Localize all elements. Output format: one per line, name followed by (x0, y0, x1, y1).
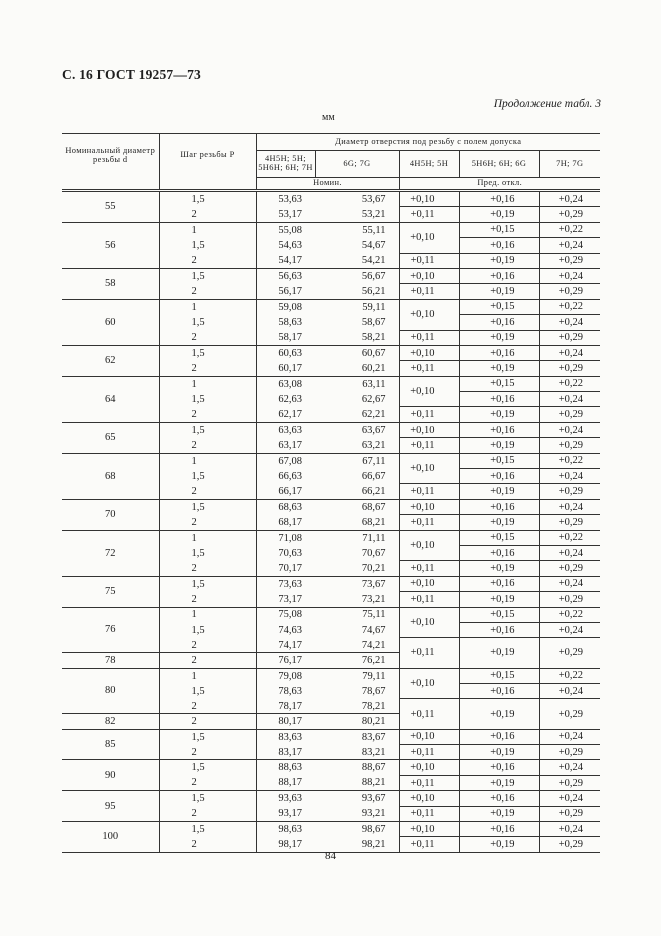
diameter-cell: 65 (62, 422, 159, 453)
nominal-cell: 73,63 (256, 576, 315, 591)
deviation-cell: +0,24 (539, 315, 600, 330)
pitch-cell: 1,5 (159, 545, 256, 560)
deviation-cell: +0,29 (539, 638, 600, 668)
deviation-cell: +0,29 (539, 361, 600, 376)
pitch-cell: 2 (159, 592, 256, 607)
pitch-cell: 2 (159, 837, 256, 852)
deviation-cell: +0,10 (399, 299, 459, 330)
deviation-cell: +0,29 (539, 407, 600, 422)
deviation-cell: +0,10 (399, 268, 459, 283)
nominal-cell: 62,63 (278, 393, 302, 405)
deviation-cell: +0,10 (399, 530, 459, 561)
deviation-cell: +0,29 (539, 253, 600, 268)
table-row (62, 668, 600, 683)
pitch-cell: 2 (159, 745, 256, 760)
nominal-g-cell: 54,21 (361, 255, 386, 266)
pitch-cell: 1 (159, 222, 256, 237)
deviation-cell: +0,24 (539, 622, 600, 637)
deviation-cell: +0,10 (399, 499, 459, 514)
nominal-g-cell: 66,21 (361, 485, 386, 497)
deviation-cell: +0,19 (459, 806, 539, 821)
nominal-cell: 66,17 (278, 485, 302, 497)
nominal-g-cell: 67,11 (315, 453, 399, 468)
deviation-cell: +0,29 (539, 484, 600, 499)
deviation-cell: +0,10 (399, 376, 459, 407)
deviation-cell: +0,24 (539, 684, 600, 699)
pitch-cell: 1,5 (159, 791, 256, 806)
nominal-cell: 78,63 (278, 685, 302, 697)
deviation-cell: +0,24 (539, 345, 600, 360)
nominal-cell: 68,17 (278, 516, 302, 528)
deviation-cell: +0,19 (459, 361, 539, 376)
table-row (62, 345, 600, 360)
pitch-cell: 2 (159, 653, 256, 668)
pitch-cell: 1,5 (159, 392, 256, 407)
nominal-g-cell: 88,21 (361, 777, 386, 789)
deviation-cell: +0,11 (399, 207, 459, 222)
pitch-cell: 2 (159, 438, 256, 453)
deviation-cell: +0,22 (539, 376, 600, 391)
table-row (62, 453, 600, 468)
nominal-cell: 70,17 (278, 562, 302, 574)
nominal-g-cell: 83,67 (315, 729, 399, 744)
deviation-cell: +0,11 (399, 361, 459, 376)
deviation-cell: +0,24 (539, 822, 600, 837)
nominal-cell: 98,63 (256, 822, 315, 837)
pitch-cell: 1,5 (159, 422, 256, 437)
table-row (62, 576, 600, 591)
pitch-cell: 1,5 (159, 684, 256, 699)
pitch-cell: 2 (159, 714, 256, 729)
deviation-cell: +0,11 (399, 699, 459, 729)
deviation-cell: +0,11 (399, 330, 459, 345)
nominal-g-cell: 98,21 (315, 837, 399, 852)
deviation-cell: +0,19 (459, 284, 539, 299)
nominal-g-cell: 70,21 (361, 562, 386, 574)
deviation-cell: +0,22 (539, 530, 600, 545)
pitch-cell: 2 (159, 806, 256, 821)
deviation-cell: +0,11 (399, 775, 459, 790)
deviation-cell: +0,22 (539, 222, 600, 237)
diameter-cell: 58 (62, 268, 159, 299)
pitch-cell: 2 (159, 484, 256, 499)
nominal-g-cell: 63,21 (361, 439, 386, 451)
deviation-cell: +0,16 (459, 684, 539, 699)
nominal-cell: 80,17 (256, 714, 315, 729)
table-row (62, 376, 600, 391)
deviation-cell: +0,11 (399, 837, 459, 852)
pitch-cell: 1,5 (159, 576, 256, 591)
nominal-cell: 93,17 (278, 808, 302, 820)
header-sub-col-4: 5H6H; 6H; 6G (459, 151, 539, 178)
nominal-cell: 63,08 (256, 376, 315, 391)
deviation-cell: +0,10 (399, 607, 459, 638)
deviation-cell: +0,16 (459, 392, 539, 407)
deviation-cell: +0,10 (399, 791, 459, 806)
nominal-g-cell: 68,21 (361, 516, 386, 528)
deviation-cell: +0,19 (459, 515, 539, 530)
nominal-cell: 74,17 (278, 639, 302, 651)
nominal-cell: 60,17 (278, 362, 302, 374)
deviation-cell: +0,11 (399, 561, 459, 576)
table-row (62, 222, 600, 237)
deviation-cell: +0,10 (399, 222, 459, 253)
pitch-cell: 1 (159, 607, 256, 622)
nominal-g-cell: 78,21 (361, 700, 386, 712)
nominal-g-cell: 83,21 (361, 746, 386, 758)
nominal-cell: 73,17 (278, 593, 302, 605)
thread-hole-diameter-table (62, 133, 600, 853)
nominal-cell: 56,63 (256, 268, 315, 283)
deviation-cell: +0,19 (459, 837, 539, 852)
diameter-cell: 60 (62, 299, 159, 345)
diameter-cell: 56 (62, 222, 159, 268)
nominal-cell: 93,63 (256, 791, 315, 806)
deviation-cell: +0,16 (459, 191, 539, 207)
nominal-g-cell: 62,67 (361, 393, 386, 405)
table-continuation-caption: Продолжение табл. 3 (493, 98, 601, 110)
nominal-g-cell: 63,67 (315, 422, 399, 437)
pitch-cell: 1,5 (159, 729, 256, 744)
nominal-g-cell: 70,67 (361, 547, 386, 559)
nominal-g-cell: 56,67 (315, 268, 399, 283)
deviation-cell: +0,24 (539, 422, 600, 437)
nominal-cell: 74,63 (278, 624, 302, 636)
pitch-cell: 1 (159, 530, 256, 545)
pitch-cell: 1,5 (159, 822, 256, 837)
nominal-cell: 63,17 (278, 439, 302, 451)
nominal-g-cell: 66,67 (361, 470, 386, 482)
diameter-cell: 68 (62, 453, 159, 499)
deviation-cell: +0,11 (399, 592, 459, 607)
deviation-cell: +0,11 (399, 515, 459, 530)
deviation-cell: +0,24 (539, 499, 600, 514)
nominal-cell: 59,08 (256, 299, 315, 314)
deviation-cell: +0,24 (539, 268, 600, 283)
deviation-cell: +0,24 (539, 191, 600, 207)
deviation-cell: +0,11 (399, 253, 459, 268)
deviation-cell: +0,16 (459, 345, 539, 360)
pitch-cell: 1,5 (159, 315, 256, 330)
diameter-cell: 64 (62, 376, 159, 422)
nominal-g-cell: 53,67 (315, 191, 399, 207)
deviation-cell: +0,10 (399, 453, 459, 484)
nominal-g-cell: 93,67 (315, 791, 399, 806)
diameter-cell: 82 (62, 714, 159, 729)
nominal-g-cell: 55,11 (315, 222, 399, 237)
pitch-cell: 1,5 (159, 191, 256, 207)
pitch-cell: 1 (159, 668, 256, 683)
deviation-cell: +0,10 (399, 822, 459, 837)
table-row (62, 499, 600, 514)
deviation-cell: +0,19 (459, 699, 539, 729)
nominal-cell: 53,17 (278, 208, 302, 220)
deviation-cell: +0,29 (539, 775, 600, 790)
nominal-cell: 56,17 (278, 285, 302, 297)
deviation-cell: +0,29 (539, 699, 600, 729)
pitch-cell: 1,5 (159, 238, 256, 253)
deviation-cell: +0,16 (459, 822, 539, 837)
deviation-cell: +0,29 (539, 837, 600, 852)
nominal-g-cell: 88,67 (315, 760, 399, 775)
nominal-g-cell: 80,21 (315, 714, 399, 729)
deviation-cell: +0,10 (399, 760, 459, 775)
nominal-g-cell: 74,67 (361, 624, 386, 636)
deviation-cell: +0,22 (539, 668, 600, 683)
nominal-g-cell: 74,21 (361, 639, 386, 651)
diameter-cell: 76 (62, 607, 159, 653)
deviation-cell: +0,16 (459, 499, 539, 514)
table-row (62, 191, 600, 207)
header-nominal: Номин. (256, 178, 399, 191)
diameter-cell: 85 (62, 729, 159, 760)
deviation-cell: +0,29 (539, 745, 600, 760)
pitch-cell: 1 (159, 299, 256, 314)
nominal-g-cell: 73,67 (315, 576, 399, 591)
nominal-g-cell: 54,67 (361, 239, 386, 251)
deviation-cell: +0,16 (459, 238, 539, 253)
deviation-cell: +0,11 (399, 438, 459, 453)
table-row (62, 299, 600, 314)
table-row (62, 791, 600, 806)
nominal-g-cell: 60,21 (361, 362, 386, 374)
nominal-cell: 88,17 (278, 777, 302, 789)
deviation-cell: +0,24 (539, 729, 600, 744)
pitch-cell: 2 (159, 638, 256, 653)
pitch-cell: 1 (159, 453, 256, 468)
deviation-cell: +0,10 (399, 729, 459, 744)
table-row (62, 729, 600, 744)
nominal-g-cell: 76,21 (315, 653, 399, 668)
nominal-cell: 54,63 (278, 239, 302, 251)
deviation-cell: +0,10 (399, 345, 459, 360)
deviation-cell: +0,29 (539, 284, 600, 299)
diameter-cell: 75 (62, 576, 159, 607)
nominal-g-cell: 56,21 (361, 285, 386, 297)
deviation-cell: +0,22 (539, 453, 600, 468)
deviation-cell: +0,19 (459, 484, 539, 499)
nominal-g-cell: 71,11 (315, 530, 399, 545)
nominal-cell: 58,17 (278, 331, 302, 343)
nominal-g-cell: 93,21 (361, 808, 386, 820)
deviation-cell: +0,19 (459, 330, 539, 345)
header-tolerance-group: Диаметр отверстия под резьбу с полем допуска (256, 134, 600, 151)
deviation-cell: +0,15 (459, 376, 539, 391)
pitch-cell: 2 (159, 207, 256, 222)
nominal-cell: 60,63 (256, 345, 315, 360)
deviation-cell: +0,10 (399, 422, 459, 437)
pitch-cell: 2 (159, 330, 256, 345)
nominal-g-cell: 62,21 (361, 408, 386, 420)
deviation-cell: +0,19 (459, 207, 539, 222)
header-sub-col-2: 6G; 7G (315, 151, 399, 178)
pitch-cell: 2 (159, 561, 256, 576)
deviation-cell: +0,29 (539, 207, 600, 222)
nominal-cell: 98,17 (256, 837, 315, 852)
nominal-g-cell: 78,67 (361, 685, 386, 697)
deviation-cell: +0,16 (459, 545, 539, 560)
deviation-cell: +0,29 (539, 330, 600, 345)
nominal-cell: 75,08 (256, 607, 315, 622)
diameter-cell: 72 (62, 530, 159, 576)
nominal-cell: 83,17 (278, 746, 302, 758)
table-row (62, 607, 600, 622)
nominal-cell: 63,63 (256, 422, 315, 437)
deviation-cell: +0,10 (399, 576, 459, 591)
deviation-cell: +0,16 (459, 315, 539, 330)
nominal-g-cell: 63,11 (315, 376, 399, 391)
deviation-cell: +0,11 (399, 745, 459, 760)
diameter-cell: 70 (62, 499, 159, 530)
deviation-cell: +0,22 (539, 299, 600, 314)
pitch-cell: 1,5 (159, 622, 256, 637)
deviation-cell: +0,16 (459, 622, 539, 637)
nominal-cell: 79,08 (256, 668, 315, 683)
deviation-cell: +0,24 (539, 545, 600, 560)
nominal-g-cell: 58,21 (361, 331, 386, 343)
deviation-cell: +0,29 (539, 806, 600, 821)
header-deviation: Пред. откл. (399, 178, 600, 191)
header-sub-col-1: 4H5H; 5H; 5H6H; 6H; 7H (256, 151, 315, 178)
deviation-cell: +0,19 (459, 561, 539, 576)
deviation-cell: +0,29 (539, 515, 600, 530)
deviation-cell: +0,16 (459, 760, 539, 775)
deviation-cell: +0,16 (459, 729, 539, 744)
nominal-g-cell: 60,67 (315, 345, 399, 360)
diameter-cell: 80 (62, 668, 159, 714)
deviation-cell: +0,10 (399, 668, 459, 699)
deviation-cell: +0,16 (459, 791, 539, 806)
deviation-cell: +0,15 (459, 222, 539, 237)
pitch-cell: 2 (159, 407, 256, 422)
deviation-cell: +0,19 (459, 253, 539, 268)
deviation-cell: +0,29 (539, 561, 600, 576)
deviation-cell: +0,24 (539, 576, 600, 591)
pitch-cell: 1,5 (159, 469, 256, 484)
pitch-cell: 2 (159, 284, 256, 299)
deviation-cell: +0,24 (539, 469, 600, 484)
nominal-cell: 62,17 (278, 408, 302, 420)
deviation-cell: +0,24 (539, 392, 600, 407)
nominal-cell: 68,63 (256, 499, 315, 514)
table-row (62, 268, 600, 283)
deviation-cell: +0,29 (539, 438, 600, 453)
deviation-cell: +0,10 (399, 191, 459, 207)
deviation-cell: +0,19 (459, 775, 539, 790)
deviation-cell: +0,15 (459, 607, 539, 622)
nominal-g-cell: 98,67 (315, 822, 399, 837)
deviation-cell: +0,11 (399, 284, 459, 299)
deviation-cell: +0,16 (459, 422, 539, 437)
deviation-cell: +0,19 (459, 638, 539, 668)
deviation-cell: +0,29 (539, 592, 600, 607)
nominal-g-cell: 68,67 (315, 499, 399, 514)
deviation-cell: +0,19 (459, 745, 539, 760)
nominal-cell: 76,17 (256, 653, 315, 668)
deviation-cell: +0,16 (459, 469, 539, 484)
deviation-cell: +0,11 (399, 806, 459, 821)
nominal-g-cell: 58,67 (361, 316, 386, 328)
pitch-cell: 1,5 (159, 268, 256, 283)
deviation-cell: +0,24 (539, 760, 600, 775)
nominal-cell: 66,63 (278, 470, 302, 482)
nominal-g-cell: 59,11 (315, 299, 399, 314)
table-row (62, 822, 600, 837)
header-sub-col-5: 7H; 7G (539, 151, 600, 178)
diameter-cell: 55 (62, 191, 159, 223)
header-thread-pitch: Шаг резьбы P (159, 134, 256, 178)
table-row (62, 530, 600, 545)
deviation-cell: +0,11 (399, 407, 459, 422)
deviation-cell: +0,24 (539, 238, 600, 253)
nominal-cell: 53,63 (256, 191, 315, 207)
deviation-cell: +0,11 (399, 638, 459, 668)
diameter-cell: 78 (62, 653, 159, 668)
table-row (62, 760, 600, 775)
unit-label: мм (322, 112, 335, 123)
pitch-cell: 2 (159, 775, 256, 790)
nominal-cell: 58,63 (278, 316, 302, 328)
nominal-cell: 71,08 (256, 530, 315, 545)
page-title: С. 16 ГОСТ 19257—73 (62, 67, 201, 82)
diameter-cell: 90 (62, 760, 159, 791)
deviation-cell: +0,19 (459, 592, 539, 607)
deviation-cell: +0,15 (459, 668, 539, 683)
deviation-cell: +0,24 (539, 791, 600, 806)
header-sub-col-3: 4H5H; 5H (399, 151, 459, 178)
nominal-cell: 78,17 (278, 700, 302, 712)
page-number: 84 (325, 850, 336, 862)
pitch-cell: 1,5 (159, 345, 256, 360)
pitch-cell: 2 (159, 253, 256, 268)
nominal-cell: 55,08 (256, 222, 315, 237)
diameter-cell: 62 (62, 345, 159, 376)
nominal-g-cell: 53,21 (361, 208, 386, 220)
nominal-cell: 83,63 (256, 729, 315, 744)
pitch-cell: 2 (159, 515, 256, 530)
diameter-cell: 100 (62, 822, 159, 853)
deviation-cell: +0,15 (459, 299, 539, 314)
pitch-cell: 1,5 (159, 760, 256, 775)
deviation-cell: +0,19 (459, 438, 539, 453)
deviation-cell: +0,22 (539, 607, 600, 622)
nominal-cell: 67,08 (256, 453, 315, 468)
deviation-cell: +0,16 (459, 268, 539, 283)
diameter-cell: 95 (62, 791, 159, 822)
nominal-cell: 54,17 (278, 255, 302, 266)
nominal-g-cell: 79,11 (315, 668, 399, 683)
deviation-cell: +0,15 (459, 453, 539, 468)
nominal-cell: 88,63 (256, 760, 315, 775)
pitch-cell: 1 (159, 376, 256, 391)
deviation-cell: +0,16 (459, 576, 539, 591)
deviation-cell: +0,11 (399, 484, 459, 499)
deviation-cell: +0,15 (459, 530, 539, 545)
deviation-cell: +0,19 (459, 407, 539, 422)
pitch-cell: 2 (159, 361, 256, 376)
pitch-cell: 2 (159, 699, 256, 714)
header-nominal-diameter: Номинальный диаметр резьбы d (62, 134, 159, 178)
nominal-cell: 70,63 (278, 547, 302, 559)
table-row (62, 422, 600, 437)
nominal-g-cell: 73,21 (361, 593, 386, 605)
pitch-cell: 1,5 (159, 499, 256, 514)
nominal-g-cell: 75,11 (315, 607, 399, 622)
